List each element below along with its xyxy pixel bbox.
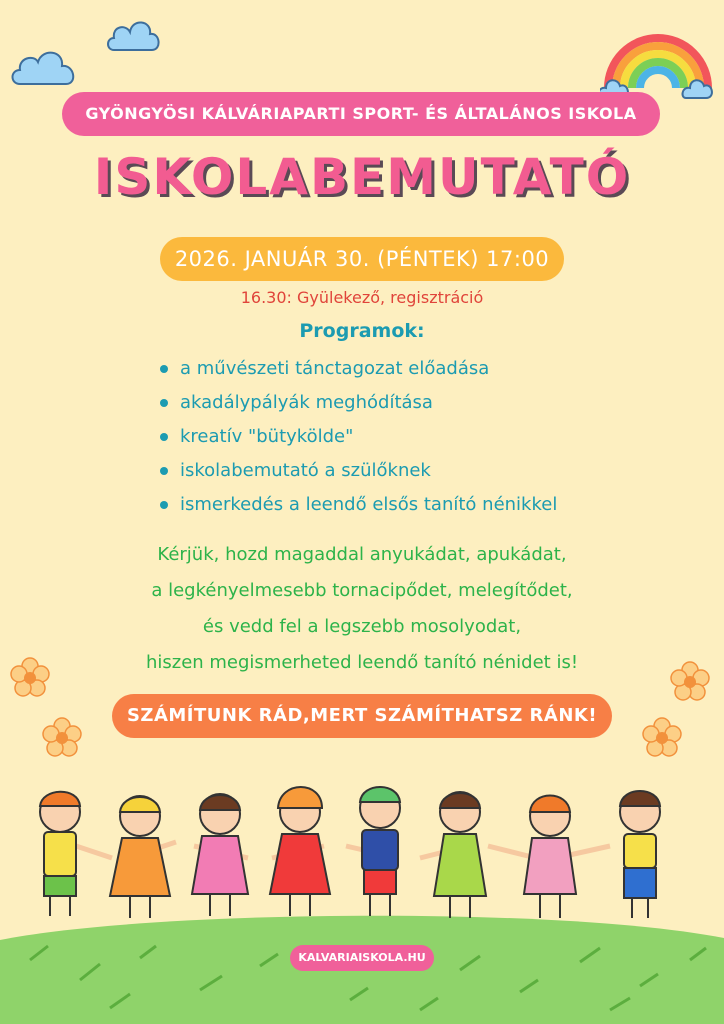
- flower-icon: [640, 716, 684, 760]
- programs-list: [160, 352, 557, 522]
- website-link[interactable]: KALVARIAISKOLA.HU: [290, 945, 434, 971]
- event-title: ISKOLABEMUTATÓ: [93, 148, 631, 206]
- date-time-banner: 2026. JANUÁR 30. (PÉNTEK) 17:00: [160, 237, 564, 281]
- children-holding-hands-illustration: [20, 772, 700, 932]
- message-line: a legkényelmesebb tornacipődet, melegítődet,: [151, 580, 573, 601]
- list-item: akadálypályák meghódítása: [160, 386, 557, 420]
- flower-icon: [8, 656, 52, 700]
- message-line: Kérjük, hozd magaddal anyukádat, apukádat,: [157, 544, 567, 565]
- rainbow-icon: [600, 8, 716, 104]
- school-name-banner: GYÖNGYÖSI KÁLVÁRIAPARTI SPORT- ÉS ÁLTALÁNOS ISKOLA: [62, 92, 660, 136]
- cloud-icon: [104, 12, 162, 56]
- cloud-icon: [8, 40, 80, 90]
- list-item: kreatív "bütykölde": [160, 420, 557, 454]
- message-line: hiszen megismerheted leendő tanító nénidet is!: [145, 652, 579, 673]
- list-item: ismerkedés a leendő elsős tanító nénikkel: [160, 488, 557, 522]
- slogan-banner: SZÁMÍTUNK RÁD,MERT SZÁMÍTHATSZ RÁNK!: [112, 694, 612, 738]
- flower-icon: [668, 660, 712, 704]
- flower-icon: [40, 716, 84, 760]
- message-line: és vedd fel a legszebb mosolyodat,: [202, 616, 522, 637]
- list-item: a művészeti tánctagozat előadása: [160, 352, 557, 386]
- programs-heading: Programok:: [299, 320, 425, 342]
- invitation-message: [0, 537, 724, 681]
- gathering-time: 16.30: Gyülekező, regisztráció: [240, 288, 484, 307]
- list-item: iskolabemutató a szülőknek: [160, 454, 557, 488]
